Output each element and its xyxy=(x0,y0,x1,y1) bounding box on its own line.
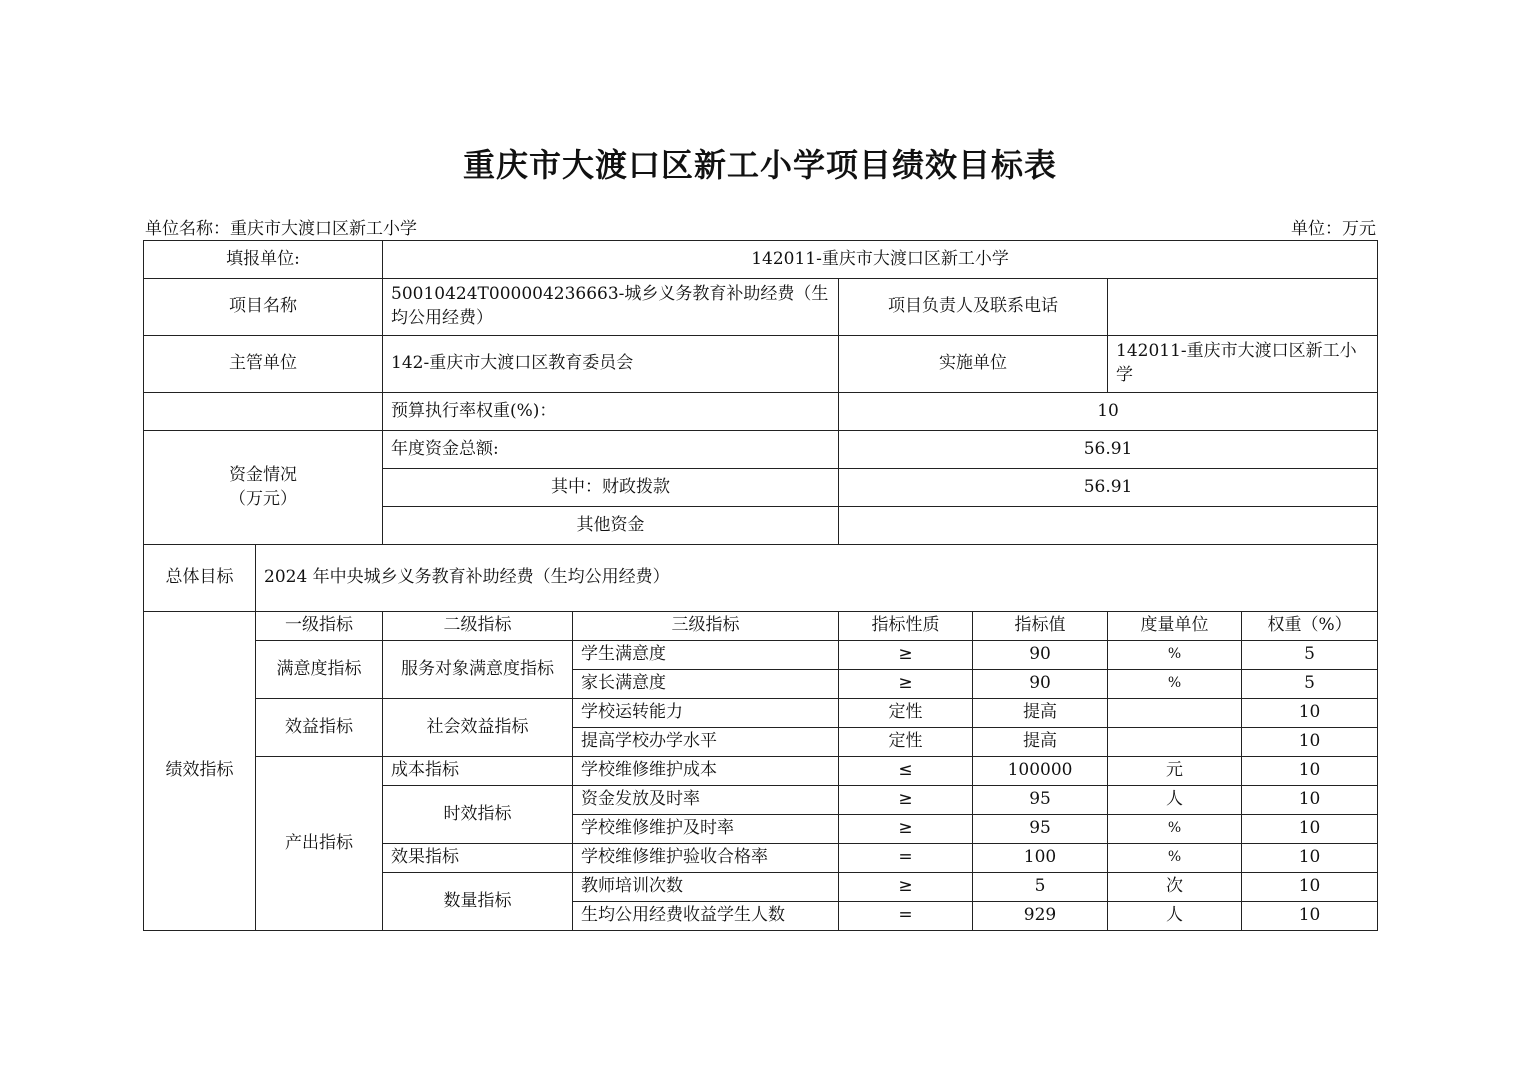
budget-weight-row xyxy=(144,393,1378,431)
nature-cell: 定性 xyxy=(839,699,973,728)
indicator-header-row xyxy=(144,612,1378,641)
impl-unit-label: 实施单位 xyxy=(839,336,1108,393)
funds-total-label: 年度资金总额: xyxy=(383,431,839,469)
budget-weight-blank xyxy=(144,393,383,431)
weight-cell: 10 xyxy=(1242,728,1378,757)
header-unit: 度量单位 xyxy=(1108,612,1242,641)
currency-unit: 单位：万元 xyxy=(1291,219,1376,239)
unit-cell: % xyxy=(1108,815,1242,844)
weight-cell: 10 xyxy=(1242,844,1378,873)
unit-cell: % xyxy=(1108,641,1242,670)
value-cell: 90 xyxy=(973,670,1108,699)
page-title: 重庆市大渡口区新工小学项目绩效目标表 xyxy=(462,146,1057,184)
value-cell: 100 xyxy=(973,844,1108,873)
level2-cost: 成本指标 xyxy=(383,757,573,786)
performance-target-table xyxy=(143,240,1378,931)
level3-name: 提高学校办学水平 xyxy=(573,728,839,757)
value-cell: 95 xyxy=(973,786,1108,815)
table-row xyxy=(144,641,1378,670)
weight-cell: 10 xyxy=(1242,873,1378,902)
impl-unit-value: 142011-重庆市大渡口区新工小学 xyxy=(1108,336,1378,393)
header-weight: 权重（%） xyxy=(1242,612,1378,641)
value-cell: 100000 xyxy=(973,757,1108,786)
level2-service: 服务对象满意度指标 xyxy=(383,641,573,699)
goal-label: 总体目标 xyxy=(144,545,256,612)
nature-cell: = xyxy=(839,902,973,931)
funds-fiscal-label: 其中：财政拨款 xyxy=(383,469,839,507)
fill-unit-row xyxy=(144,241,1378,279)
nature-cell: ≤ xyxy=(839,757,973,786)
funds-other-value xyxy=(839,507,1378,545)
weight-cell: 10 xyxy=(1242,757,1378,786)
value-cell: 90 xyxy=(973,641,1108,670)
goal-row xyxy=(144,545,1378,612)
performance-label: 绩效指标 xyxy=(144,612,256,931)
contact-label: 项目负责人及联系电话 xyxy=(839,279,1108,336)
nature-cell: 定性 xyxy=(839,728,973,757)
fill-unit-label: 填报单位: xyxy=(144,241,383,279)
nature-cell: ≥ xyxy=(839,815,973,844)
project-name-row xyxy=(144,279,1378,336)
nature-cell: ≥ xyxy=(839,786,973,815)
project-name-value: 50010424T000004236663-城乡义务教育补助经费（生均公用经费） xyxy=(383,279,839,336)
level1-satisfaction: 满意度指标 xyxy=(256,641,383,699)
level2-effect: 效果指标 xyxy=(383,844,573,873)
level2-social: 社会效益指标 xyxy=(383,699,573,757)
funds-total-row xyxy=(144,431,1378,469)
project-name-label: 项目名称 xyxy=(144,279,383,336)
level2-timeliness: 时效指标 xyxy=(383,786,573,844)
weight-cell: 5 xyxy=(1242,670,1378,699)
funds-label: 资金情况 xyxy=(229,464,297,485)
level3-name: 学校维修维护成本 xyxy=(573,757,839,786)
level3-name: 学生满意度 xyxy=(573,641,839,670)
unit-cell: 人 xyxy=(1108,786,1242,815)
funds-label-unit: （万元） xyxy=(229,488,297,509)
nature-cell: ≥ xyxy=(839,641,973,670)
nature-cell: ≥ xyxy=(839,873,973,902)
level3-name: 资金发放及时率 xyxy=(573,786,839,815)
unit-cell: 次 xyxy=(1108,873,1242,902)
budget-weight-value: 10 xyxy=(839,393,1378,431)
unit-cell: 人 xyxy=(1108,902,1242,931)
header-level1: 一级指标 xyxy=(256,612,383,641)
funds-label-cell xyxy=(144,431,383,545)
level2-quantity: 数量指标 xyxy=(383,873,573,931)
header-level2: 二级指标 xyxy=(383,612,573,641)
supervisor-row xyxy=(144,336,1378,393)
value-cell: 95 xyxy=(973,815,1108,844)
level3-name: 学校维修维护及时率 xyxy=(573,815,839,844)
value-cell: 提高 xyxy=(973,728,1108,757)
value-cell: 5 xyxy=(973,873,1108,902)
weight-cell: 10 xyxy=(1242,699,1378,728)
contact-value xyxy=(1108,279,1378,336)
header-nature: 指标性质 xyxy=(839,612,973,641)
unit-cell xyxy=(1108,699,1242,728)
supervisor-value: 142-重庆市大渡口区教育委员会 xyxy=(383,336,839,393)
weight-cell: 10 xyxy=(1242,902,1378,931)
funds-fiscal-value: 56.91 xyxy=(839,469,1378,507)
value-cell: 提高 xyxy=(973,699,1108,728)
table-row xyxy=(144,699,1378,728)
unit-cell: % xyxy=(1108,844,1242,873)
unit-cell xyxy=(1108,728,1242,757)
level3-name: 教师培训次数 xyxy=(573,873,839,902)
level3-name: 学校运转能力 xyxy=(573,699,839,728)
funds-other-label: 其他资金 xyxy=(383,507,839,545)
funds-total-value: 56.91 xyxy=(839,431,1378,469)
weight-cell: 5 xyxy=(1242,641,1378,670)
goal-value: 2024 年中央城乡义务教育补助经费（生均公用经费） xyxy=(256,545,1378,612)
header-value: 指标值 xyxy=(973,612,1108,641)
level3-name: 学校维修维护验收合格率 xyxy=(573,844,839,873)
nature-cell: = xyxy=(839,844,973,873)
unit-cell: % xyxy=(1108,670,1242,699)
level1-output: 产出指标 xyxy=(256,757,383,931)
value-cell: 929 xyxy=(973,902,1108,931)
level1-benefit: 效益指标 xyxy=(256,699,383,757)
weight-cell: 10 xyxy=(1242,815,1378,844)
budget-weight-label: 预算执行率权重(%)： xyxy=(383,393,839,431)
fill-unit-value: 142011-重庆市大渡口区新工小学 xyxy=(383,241,1378,279)
header-level3: 三级指标 xyxy=(573,612,839,641)
level3-name: 生均公用经费收益学生人数 xyxy=(573,902,839,931)
level3-name: 家长满意度 xyxy=(573,670,839,699)
nature-cell: ≥ xyxy=(839,670,973,699)
supervisor-label: 主管单位 xyxy=(144,336,383,393)
unit-name: 单位名称：重庆市大渡口区新工小学 xyxy=(145,219,417,239)
unit-cell: 元 xyxy=(1108,757,1242,786)
weight-cell: 10 xyxy=(1242,786,1378,815)
table-row xyxy=(144,757,1378,786)
